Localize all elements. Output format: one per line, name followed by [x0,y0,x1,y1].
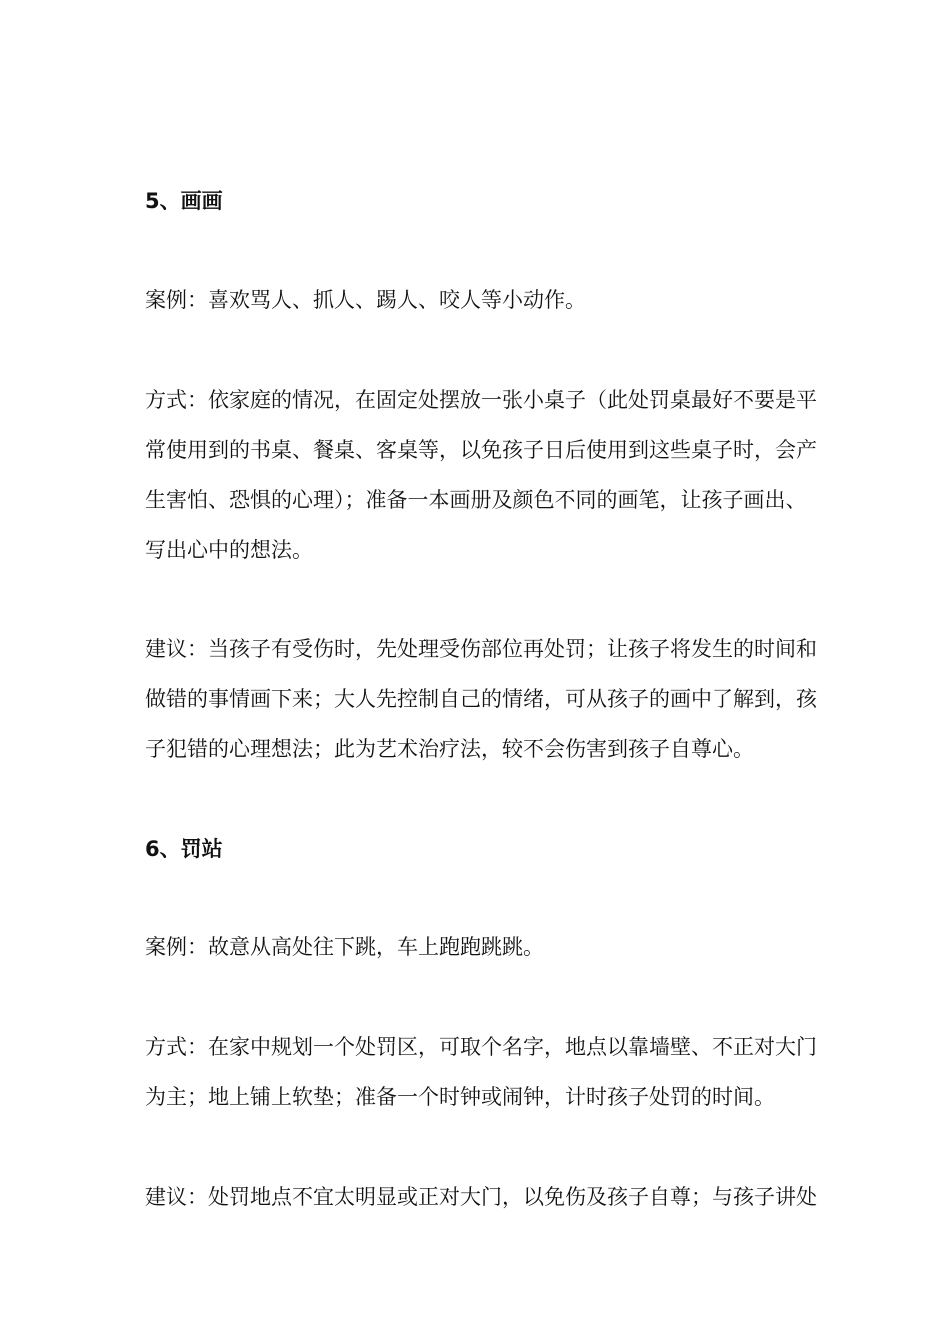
advice-line: 建议：当孩子有受伤时，先处理受伤部位再处罚；让孩子将发生的时间和 [145,637,817,661]
case-paragraph [145,275,813,325]
method-line: 常使用到的书桌、餐桌、客桌等，以免孩子日后使用到这些桌子时，会产 [145,438,817,462]
advice-line: 子犯错的心理想法；此为艺术治疗法，较不会伤害到孩子自尊心。 [145,737,754,761]
advice-paragraph [145,624,817,774]
case-paragraph [145,922,813,972]
section-heading: 6、罚站 [145,837,223,861]
method-line: 写出心中的想法。 [145,538,313,562]
method-line: 生害怕、恐惧的心理）；准备一本画册及颜色不同的画笔，让孩子画出、 [145,488,807,512]
advice-paragraph [145,1172,817,1222]
method-line: 为主；地上铺上软垫；准备一个时钟或闹钟，计时孩子处罚的时间。 [145,1085,775,1109]
advice-line: 做错的事情画下来；大人先控制自己的情绪，可从孩子的画中了解到，孩 [145,687,817,711]
method-line: 方式：在家中规划一个处罚区，可取个名字，地点以靠墙壁、不正对大门 [145,1035,817,1059]
method-line: 方式：依家庭的情况，在固定处摆放一张小桌子（此处罚桌最好不要是平 [145,388,817,412]
case-text: 案例：故意从高处往下跳，车上跑跑跳跳。 [145,935,544,959]
advice-line: 建议：处罚地点不宜太明显或正对大门，以免伤及孩子自尊；与孩子讲处 [145,1185,817,1209]
section-heading: 5、画画 [145,189,223,213]
case-text: 案例：喜欢骂人、抓人、踢人、咬人等小动作。 [145,288,586,312]
method-paragraph [145,1022,817,1122]
method-paragraph [145,375,817,575]
